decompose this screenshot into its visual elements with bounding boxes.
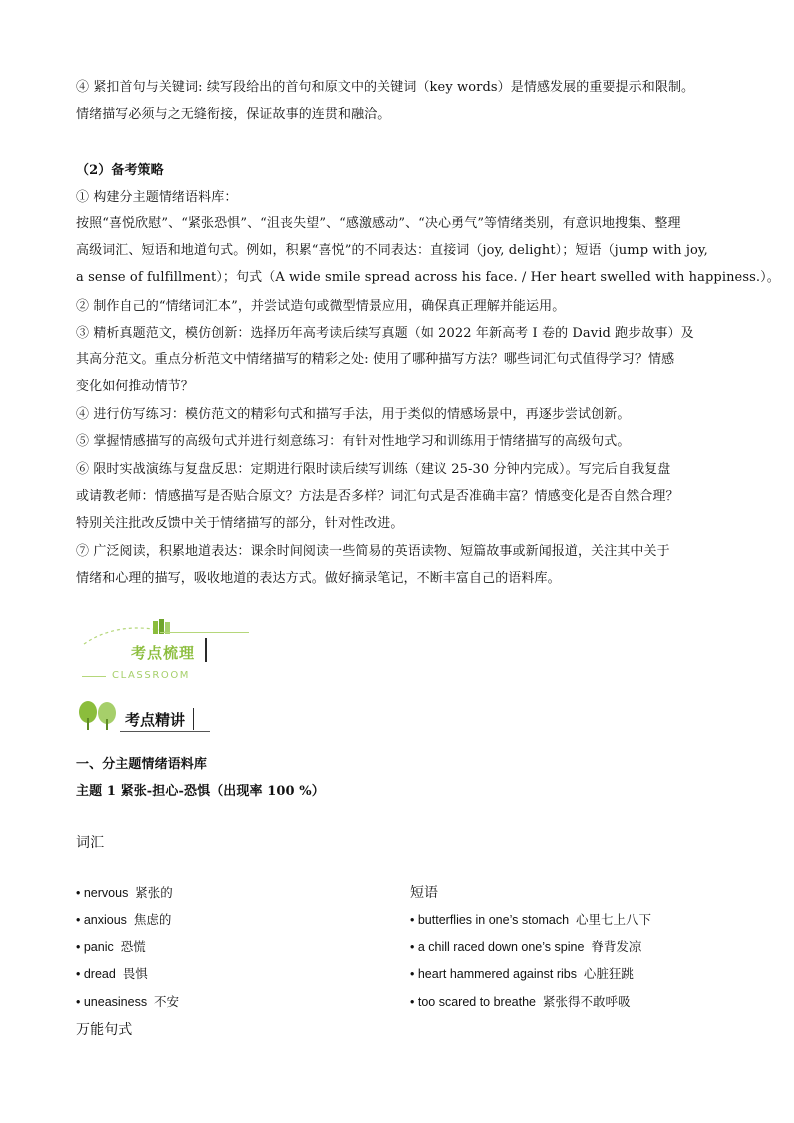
banner-sub-rule [82, 676, 106, 677]
theme-heading: 主题 1 紧张-担心-恐惧（出现率 100 %） [76, 784, 325, 799]
strategy-line: 或请教老师：情感描写是否贴合原文？方法是否多样？词汇句式是否准确丰富？情感变化是否自然合理？ [76, 489, 679, 504]
strategy-line: 变化如何推动情节？ [76, 379, 194, 394]
section-cursor-bar [193, 708, 194, 730]
banner-top-rule [160, 632, 249, 633]
part-heading: 一、分主题情绪语料库 [76, 757, 208, 772]
strategy-heading: （2）备考策略 [76, 163, 164, 178]
intro-point4-line2: 情绪描写必须与之无缝衔接，保证故事的连贯和融洽。 [76, 107, 391, 122]
vocab-label: 词汇 [76, 835, 105, 851]
strategy-line: 特别关注批改反馈中关于情绪描写的部分，针对性改进。 [76, 516, 404, 531]
strategy-line: ④ 进行仿写练习：模仿范文的精彩句式和描写手法，用于类似的情感场景中，再逐步尝试创新。 [76, 407, 631, 422]
strategy-line: ⑤ 掌握情感描写的高级句式并进行刻意练习：有针对性地学习和训练用于情绪描写的高级句式。 [76, 434, 631, 449]
banner-title: 考点梳理 [131, 644, 196, 662]
strategy-line: ① 构建分主题情绪语料库： [76, 190, 238, 205]
list-item: • heart hammered against ribs 心脏狂跳 [410, 966, 634, 981]
list-item: • nervous 紧张的 [76, 885, 173, 900]
strategy-line: 其高分范文。重点分析范文中情绪描写的精彩之处: 使用了哪种描写方法？哪些词汇句式值得学习？情感 [76, 352, 675, 367]
trees-icon [76, 700, 120, 732]
phrase-label: 短语 [410, 885, 438, 901]
banner-subtitle: CLASSROOM [112, 670, 191, 681]
strategy-line: 按照“喜悦欣慰”、“紧张恐惧”、“沮丧失望”、“感激感动”、“决心勇气”等情绪类别，有意识地搜集、整理 [76, 216, 681, 231]
list-item: • uneasiness 不安 [76, 994, 180, 1009]
list-item: • dread 畏惧 [76, 966, 148, 981]
intro-point4-line1: ④ 紧扣首句与关键词: 续写段给出的首句和原文中的关键词（key words）是情感发展的重要提示和限制。 [76, 80, 695, 95]
strategy-line: 高级词汇、短语和地道句式。例如，积累“喜悦”的不同表达：直接词（joy, delight）；短语（jump with joy, [76, 243, 708, 258]
list-item: • panic 恐慌 [76, 939, 146, 954]
banner-cursor-bar [205, 638, 207, 662]
strategy-line: ⑦ 广泛阅读，积累地道表达：课余时间阅读一些简易的英语读物、短篇故事或新闻报道，关注其中关于 [76, 544, 670, 559]
list-item: • a chill raced down one’s spine 脊背发凉 [410, 939, 642, 954]
section-title: 考点精讲 [125, 711, 186, 729]
strategy-line: ⑥ 限时实战演练与复盘反思：定期进行限时读后续写训练（建议 25-30 分钟内完成）。写完后自我复盘 [76, 462, 671, 477]
strategy-line: a sense of fulfillment）；句式（A wide smile spread across his face. / Her heart swelled with happiness.）。 [76, 270, 780, 285]
section-underline [120, 731, 210, 732]
sentence-label: 万能句式 [76, 1022, 133, 1038]
list-item: • butterflies in one’s stomach 心里七上八下 [410, 912, 652, 927]
list-item: • too scared to breathe 紧张得不敢呼吸 [410, 994, 631, 1009]
list-item: • anxious 焦虑的 [76, 912, 172, 927]
strategy-line: 情绪和心理的描写，吸收地道的表达方式。做好摘录笔记，不断丰富自己的语料库。 [76, 571, 561, 586]
strategy-line: ② 制作自己的“情绪词汇本”，并尝试造句或微型情景应用，确保真正理解并能运用。 [76, 299, 566, 314]
strategy-line: ③ 精析真题范文，模仿创新：选择历年高考读后续写真题（如 2022 年新高考 I 卷的 David 跑步故事）及 [76, 326, 694, 341]
